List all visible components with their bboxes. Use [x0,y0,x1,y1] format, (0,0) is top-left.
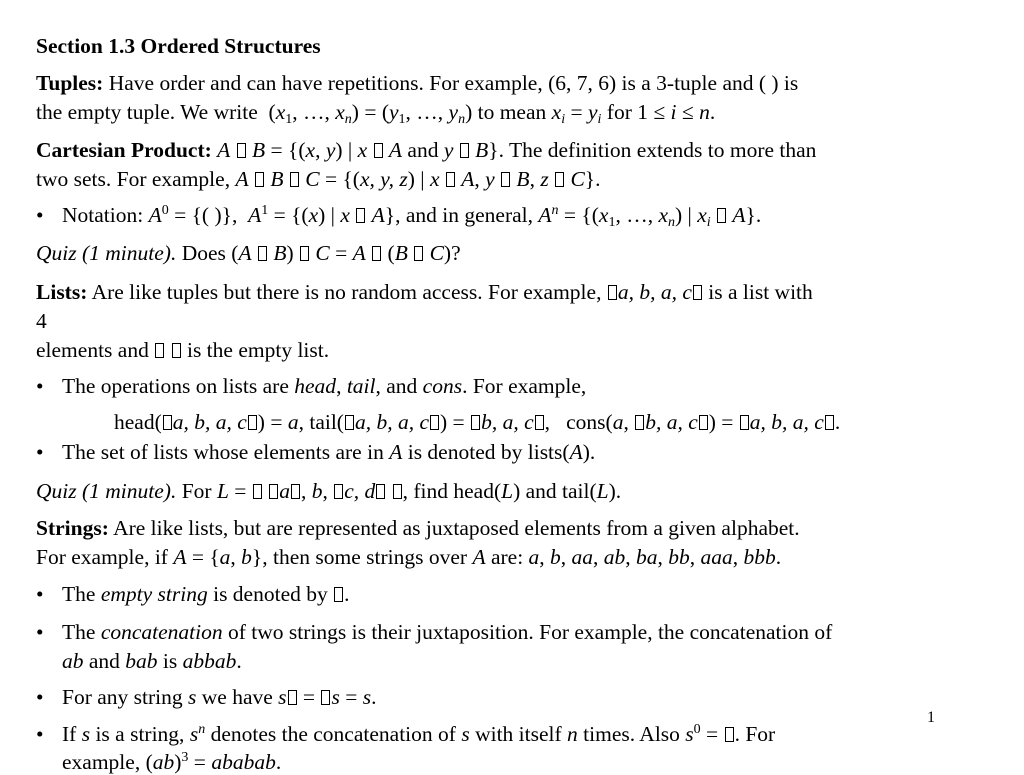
missing-glyph-icon [501,172,510,187]
bullet-icon: • [36,620,44,644]
bullet-icon: • [36,722,44,746]
missing-glyph-icon [393,484,402,499]
missing-glyph-icon [269,484,278,499]
missing-glyph-icon [460,143,469,158]
power-line-2: example, (ab)$^3$ = ababab. [62,750,282,774]
missing-glyph-icon [446,172,455,187]
quiz-1-line: Quiz (1 minute). Does (A B) C = A (B C)? [36,241,461,265]
missing-glyph-icon [172,343,181,358]
missing-glyph-icon [237,143,246,158]
missing-glyph-icon [291,484,300,499]
identity-line: For any string s we have s = s = s. [62,685,377,709]
quiz-2-line: Quiz (1 minute). For L = a , b, c, d , find head(L) and tail(L). [36,479,622,503]
missing-glyph-icon [693,285,702,300]
bullet-icon: • [36,440,44,464]
tuples-text-1: Have order and can have repetitions. For example, (6, 7, 6) is a 3-tuple and ( ) is [103,71,799,95]
tuples-label: Tuples: [36,71,104,95]
missing-glyph-icon [725,727,734,742]
missing-glyph-icon [740,415,749,430]
cartesian-line-2: two sets. For example, A B C = {(x, y, z) | x A, y B, z C}. [36,167,601,191]
tuples-line-2: the empty tuple. We write ($x_1$, …, $x_n) = (y_1$, …, $y_n$) to mean $x_i = y_i$ for 1 ≤ i ≤ n. [36,100,716,127]
section-title: Section 1.3 Ordered Structures [36,34,321,58]
strings-text-1: Are like lists, but are represented as juxtaposed elements from a given alphabet. [108,516,800,540]
bullet-icon: • [36,685,44,709]
concatenation-line-2: ab and bab is abbab. [62,649,242,673]
missing-glyph-icon [334,587,343,602]
missing-glyph-icon [356,208,365,223]
missing-glyph-icon [825,415,834,430]
missing-glyph-icon [471,415,480,430]
missing-glyph-icon [535,415,544,430]
strings-label: Strings: [36,516,109,540]
lists-line-1: Lists: Are like tuples but there is no random access. For example, a, b, a, c is a list with [36,280,813,304]
lists-line-2: 4 [36,309,47,333]
missing-glyph-icon [300,246,309,261]
missing-glyph-icon [635,415,644,430]
missing-glyph-icon [288,690,297,705]
bullet-icon: • [36,374,44,398]
empty-string-line: The empty string is denoted by . [62,582,350,606]
strings-line-1 [36,515,800,541]
lists-label: Lists: [36,280,88,304]
lists-line-3: elements and is the empty list. [36,338,330,362]
cartesian-label: Cartesian Product: [36,138,212,162]
bullet-icon: • [36,582,44,606]
missing-glyph-icon [163,415,172,430]
notation-line: Notation: $A^0$ = {( )}, $A^1 = \{(x)$ | x A}, and in general, $A^n = \{(x_1$, …, $x_n$) | $x_i$ A}. [62,203,762,230]
missing-glyph-icon [372,246,381,261]
power-line-1: If s is a string, $s^n$ denotes the concatenation of s with itself n times. Also $s^0$ = . For [62,722,776,746]
missing-glyph-icon [374,143,383,158]
lists-set-line: The set of lists whose elements are in A is denoted by lists(A). [62,440,596,464]
missing-glyph-icon [699,415,708,430]
lists-example-line: head( a, b, a, c ) = a, tail( a, b, a, c ) = b, a, c , cons(a, b, a, c ) = a, b, a, c . [114,410,841,434]
missing-glyph-icon [290,172,299,187]
tuples-line-1 [36,70,798,96]
missing-glyph-icon [255,172,264,187]
lists-operations-line: The operations on lists are head, tail, and cons. For example, [62,374,587,398]
missing-glyph-icon [414,246,423,261]
missing-glyph-icon [253,484,262,499]
cartesian-line-1: Cartesian Product: A B = {(x, y) | x A and y B}. The definition extends to more than [36,138,817,162]
quiz-2-label: Quiz (1 minute). [36,479,177,503]
page-number: 1 [927,709,935,726]
missing-glyph-icon [717,208,726,223]
missing-glyph-icon [155,343,164,358]
missing-glyph-icon [334,484,343,499]
missing-glyph-icon [345,415,354,430]
bullet-icon: • [36,203,44,227]
quiz-1-label: Quiz (1 minute). [36,241,177,265]
concatenation-line-1: The concatenation of two strings is their juxtaposition. For example, the concatenation of [62,620,833,644]
missing-glyph-icon [430,415,439,430]
missing-glyph-icon [608,285,617,300]
missing-glyph-icon [321,690,330,705]
strings-line-2: For example, if A = {a, b}, then some strings over A are: a, b, aa, ab, ba, bb, aaa, bbb. [36,545,782,569]
missing-glyph-icon [555,172,564,187]
missing-glyph-icon [376,484,385,499]
missing-glyph-icon [248,415,257,430]
missing-glyph-icon [258,246,267,261]
